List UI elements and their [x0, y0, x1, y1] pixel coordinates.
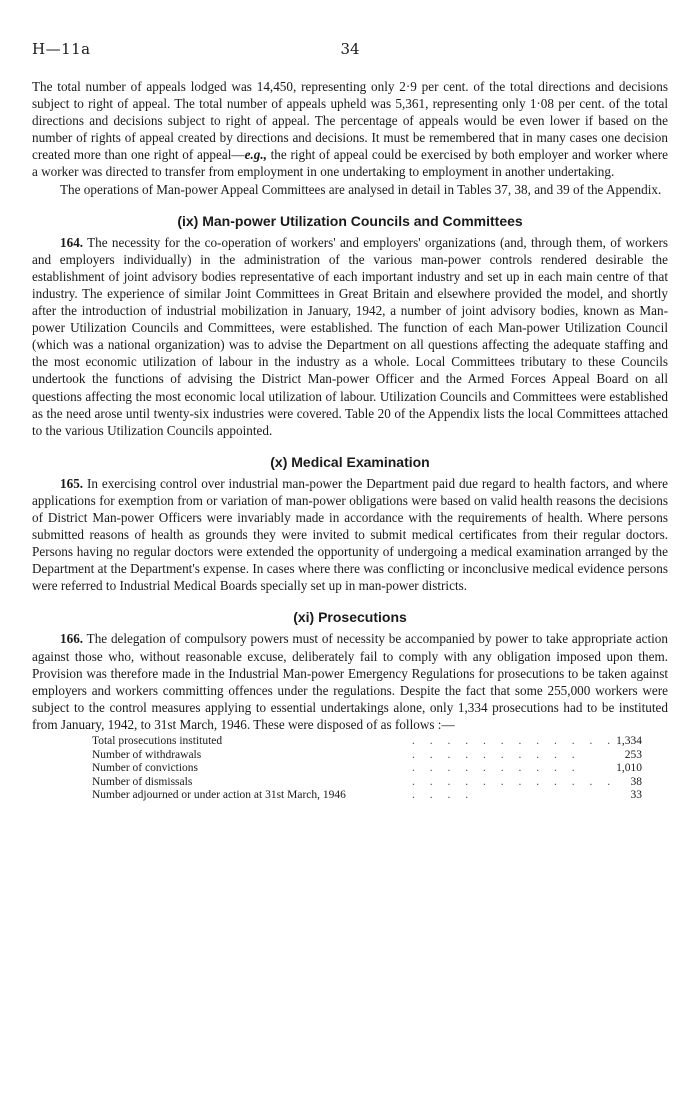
section-heading-medical-examination: (x) Medical Examination: [270, 453, 430, 470]
table-row: [32, 762, 668, 776]
table-row: [32, 749, 668, 763]
paragraph-number: 165.: [60, 475, 84, 491]
disposal-value: 38: [630, 775, 642, 788]
paragraph-165: [32, 475, 668, 595]
disposal-label: Number of convictions: [92, 762, 199, 774]
paragraph-164: [32, 234, 668, 439]
prosecutions-disposal-table: [32, 735, 668, 803]
disposal-label: Total prosecutions instituted: [92, 735, 223, 747]
leader-dots: . . . . . . . . . .: [412, 762, 581, 774]
report-code: H—11a: [32, 40, 91, 58]
disposal-label: Number of dismissals: [92, 775, 193, 788]
table-row: [32, 735, 668, 749]
section-heading-prosecutions: (xi) Prosecutions: [293, 609, 407, 626]
intro-paragraph-tables: The operations of Man-power Appeal Committees are analysed in detail in Tables 37, 38, and 39 of the Appendix.: [60, 181, 662, 197]
page-body: [32, 78, 668, 803]
table-row: [32, 776, 668, 790]
eg-abbreviation: e.g.,: [244, 147, 267, 163]
paragraph-164-text: The necessity for the co-operation of workers' and employers' organizations (and, through them, of workers and employers individually) in the administration of the various man-power controls rendered desirable the establishment of joint advisory bodies representative of each important industry and set up in each main centre of that industry. The experience of similar Joint Committees in Great Britain and elsewhere provided the model, and shortly after the introduction of industrial mobilization in January, 1942, a number of joint advisory bodies, known as Man-power Utilization Councils and Committees, were established. The function of each Man-power Utilization Council (which was a national organization) was to advise the Department on all questions affecting the adequate staffing and the most economic utilization of labour in the industry as a whole. Local Committees tributary to these Councils undertook the functions of advising the District Man-power Officer and the Armed Forces Appeal Board on all questions affecting the most economic local utilization of labour. Utilization Councils and Committees were established as the need arose until twenty-six industries were covered. Table 20 of the Appendix lists the local Committees attached to the various Utilization Councils appointed.: [32, 234, 668, 438]
paragraph-number: 164.: [60, 234, 84, 250]
leader-dots: . . . . . . . . . .: [412, 748, 581, 761]
disposal-value: 253: [624, 748, 642, 761]
paragraph-166: [32, 630, 668, 733]
disposal-label: Number of withdrawals: [92, 748, 202, 761]
intro-paragraph-appeals-text: The total number of appeals lodged was 14,450, representing only 2·9 per cent. of the total directions and decisions subject to right of appeal. The total number of appeals upheld was 5,361, representing only 1·08 per cent. of the total directions and decisions subject to right of appeal. The percentage of appeals would be even lower if based on the number of rights of appeal created by directions and decisions. It must be remembered that in many cases one decision created more than one right of appeal—: [32, 79, 668, 163]
disposal-label: Number adjourned or under action at 31st March, 1946: [92, 789, 346, 801]
disposal-value: 1,010: [616, 762, 642, 774]
section-heading-utilization-councils: (ix) Man-power Utilization Councils and Committees: [177, 212, 523, 229]
intro-paragraph-appeals-tail: the right of appeal could be exercised by both employer and worker where a worker was directed to transfer from employment in one undertaking to employment in another undertaking.: [32, 147, 668, 180]
page-number: 34: [340, 40, 360, 58]
disposal-value: 1,334: [616, 735, 642, 747]
leader-dots: . . . .: [412, 789, 475, 801]
leader-dots: . . . . . . . . . . . .: [412, 775, 617, 788]
leader-dots: . . . . . . . . . . . .: [412, 735, 617, 747]
intro-paragraph-appeals: [32, 78, 668, 181]
disposal-value: 33: [630, 789, 642, 801]
paragraph-166-text: The delegation of compulsory powers must of necessity be accompanied by power to take appropriate action against those who, without reasonable excuse, deliberately fail to comply with any obligation imposed upon them. Provision was therefore made in the Industrial Man-power Emergency Regulations for prosecutions to be taken against employers and workers committing offences under the regulations. Despite the fact that some 255,000 workers were subject to the control measures applying to essential undertakings alone, only 1,334 prosecutions had to be instituted from January, 1942, to 31st March, 1946. These were disposed of as follows :—: [32, 631, 668, 732]
table-row: [32, 789, 668, 803]
page-header: [32, 40, 668, 60]
paragraph-165-text: In exercising control over industrial man-power the Department paid due regard to health factors, and where applications for exemption from or variation of man-power obligations were based on valid health reasons the decisions of District Man-power Officers were invariably made in accordance with the requirements of health. Where persons submitted reasons of health as grounds they were invited to submit medical certificates from their regular doctors. Persons having no regular doctors were extended the opportunity of undergoing a medical examination arranged by the Department at the Department's expense. In cases where there was conflicting or inconclusive medical evidence persons were referred to Industrial Medical Boards specially set up in man-power districts.: [32, 475, 668, 594]
paragraph-number: 166.: [60, 631, 84, 647]
